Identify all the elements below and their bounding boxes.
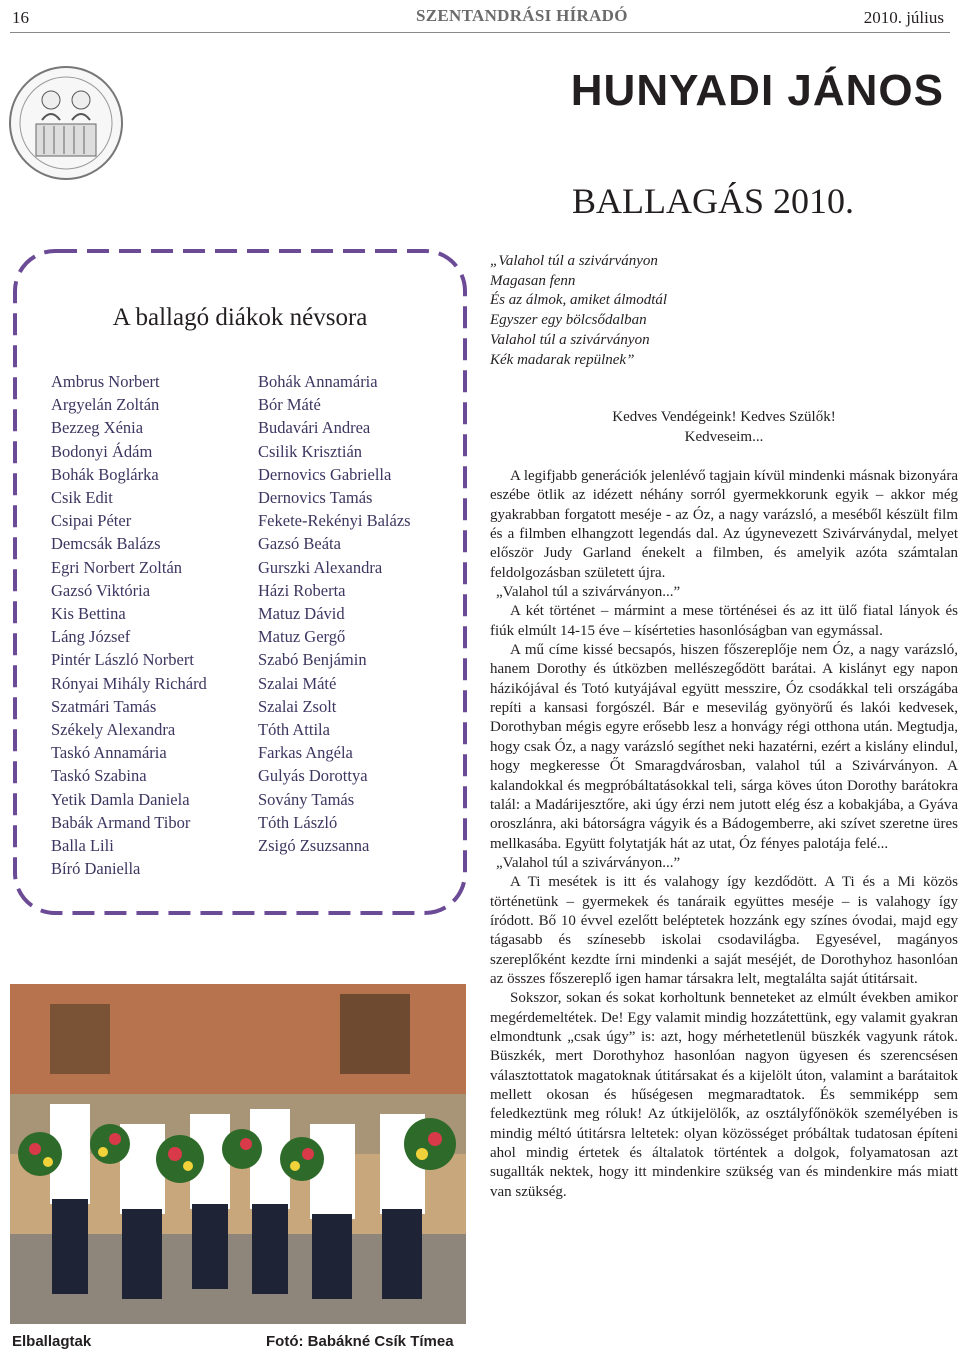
student-name: Demcsák Balázs: [51, 534, 161, 554]
greeting: [490, 408, 958, 447]
issue-date: 2010. július: [863, 8, 944, 27]
headline: HUNYADI JÁNOS: [570, 66, 944, 115]
name-list-title: A ballagó diákok névsora: [112, 304, 368, 331]
poem-line: „Valahol túl a szivárványon: [490, 253, 658, 269]
subheadline: BALLAGÁS 2010.: [572, 181, 855, 221]
student-name: Szalai Máté: [258, 673, 337, 693]
article-paragraph: A két történet – mármint a mese történései és az itt ülő fiatal lányok és fiúk elmúlt 14-15 éve – kísérteties hasonlóságban van egymással.: [490, 603, 958, 639]
photo-credit: Fotó: Babákné Csík Tímea: [266, 1333, 454, 1350]
student-name: Matuz Gergő: [258, 627, 346, 647]
graduation-photo: [10, 984, 466, 1324]
greeting-line: Kedves Vendégeink! Kedves Szülők!: [612, 409, 836, 425]
student-name: Balla Lili: [51, 836, 114, 856]
student-name: Budavári Andrea: [258, 418, 371, 438]
student-name: Dernovics Gabriella: [258, 464, 392, 484]
student-name: Gazsó Beáta: [258, 534, 341, 554]
student-name: Szalai Zsolt: [258, 696, 337, 716]
poem-quote: [490, 252, 667, 370]
article-paragraph: A mű címe kissé becsapós, hiszen főszereplője nem Óz, a nagy varázsló, hanem Dorothy és útközben mellészegődött barátai. A kislányt egy napon házikójával és Totó kutyájával együtt messzire, Óz csodákkal teli országába repíti a kansasi forgószél. Bár e mesevilág gyönyörű és lakói kedvesek, Dorothyban mégis egyre erősebb lesz a honvágy régi otthona után. Megtudja, hogy csak Óz, a nagy varázsló segíthet neki hazatérni, ezért a kislány elindul, hogy megkeresse Őt Smaragdvárosban, valahol túl a Szivárványon. A kalandokkal és megpróbáltatásokkal teli, sárga köves úton Dorothy barátokra talál: a Madárijesztőre, aki úgy érzi nem jutott elég ész a kobakjába, a Gyáva oroszlánra, aki bátorságra vágyik és a Bádogemberre, aki szívet szeretne üres mellkasába. Együtt folytatják hát az utat, Óz fényes palotája felé...: [490, 642, 958, 852]
student-name: Csilik Krisztián: [258, 441, 363, 461]
poem-line: Kék madarak repülnek”: [490, 351, 635, 368]
student-name: Matuz Dávid: [258, 604, 345, 624]
student-name: Gulyás Dorottya: [258, 766, 368, 786]
name-column-2: [258, 370, 411, 857]
header-divider: [10, 32, 950, 33]
student-name: Egri Norbert Zoltán: [51, 557, 183, 577]
student-name: Bohák Boglárka: [51, 464, 159, 484]
student-name: Sovány Tamás: [258, 789, 355, 809]
student-name: Szabó Benjámin: [258, 650, 367, 670]
name-column-1: [51, 370, 207, 880]
student-name: Taskó Szabina: [51, 766, 147, 786]
poem-line: Magasan fenn: [490, 272, 576, 289]
article-paragraph: Sokszor, sokan és sokat korholtunk benneteket az elmúlt években amikor megérdemeltétek. De! Egy valamit mindig hozzátettünk, egy valamit gyakran elmondtunk „csak úgy” is: azt, hogy mérhetetlenül büszkék vagyunk rátok. Büszkék, mert Dorothyhoz hasonlóan nagyon ügyesen és szerencsésen választottatok magatoknak útitársakat és a kijelölt úton, valamint a barátaitok mellett okosan és hűségesen megmaradtatok. És semmiképp sem feledkeztünk meg róluk! Az útkijelölők, az osztályfőnökök személyében is mindig méltó útitársra leltetek: olyan közösséget próbáltak tudatosan építeni ahol mindig értetek és általatok történtek a dolgok, folyamatosan azt sugallták nektek, hogy itt mindenkire szükség van és mindenkire más miatt van szükség.: [490, 990, 958, 1200]
student-name: Taskó Annamária: [51, 743, 167, 763]
article-paragraph: „Valahol túl a szivárványon...”: [496, 854, 681, 871]
student-name: Argyelán Zoltán: [51, 395, 160, 415]
student-name: Zsigó Zsuzsanna: [258, 836, 370, 856]
student-name: Bohák Annamária: [258, 372, 378, 391]
student-name: Csipai Péter: [51, 511, 132, 531]
student-name: Farkas Angéla: [258, 743, 353, 763]
student-name: Bór Máté: [258, 395, 321, 415]
student-name: Pintér László Norbert: [51, 650, 194, 670]
student-name: Ambrus Norbert: [51, 372, 160, 391]
student-name: Bezzeg Xénia: [51, 418, 144, 438]
student-name: Láng József: [51, 627, 131, 647]
student-name: Dernovics Tamás: [258, 488, 373, 508]
student-name: Fekete-Rekényi Balázs: [258, 511, 411, 531]
student-name: Csik Edit: [51, 488, 113, 508]
photo-caption: Elballagtak: [12, 1333, 92, 1350]
student-name: Tóth László: [258, 812, 338, 832]
student-name: Szatmári Tamás: [51, 696, 157, 716]
student-name: Házi Roberta: [258, 580, 346, 600]
article-body: [490, 467, 958, 1202]
student-name: Gurszki Alexandra: [258, 557, 383, 577]
student-name: Székely Alexandra: [51, 720, 176, 740]
school-logo: [6, 64, 126, 182]
student-name: Bodonyi Ádám: [51, 441, 153, 461]
masthead-title: SZENTANDRÁSI HÍRADÓ: [416, 6, 628, 25]
article-paragraph: A legifjabb generációk jelenlévő tagjain kívül mindenki másnak bizonyára eszébe ötlik az idézett néhány sorról gyermekkorunk egyik – akkor még gyakrabban forgatott meséje - az Óz, a nagy varázsló, a meséből készült film és a filmben elhangzott legendás dal. Az úgynevezett Szivárványdal, melyet először Judy Garland énekelt a filmben, és amelyik azóta számtalan feldolgozásban született újra.: [490, 468, 958, 581]
greeting-line: Kedveseim...: [684, 428, 764, 445]
poem-line: Egyszer egy bölcsődalban: [490, 312, 647, 329]
page-number: 16: [12, 8, 29, 27]
student-name: Babák Armand Tibor: [51, 812, 191, 832]
student-name: Tóth Attila: [258, 720, 330, 740]
student-name: Bíró Daniella: [51, 859, 141, 879]
student-name: Rónyai Mihály Richárd: [51, 673, 207, 693]
article-paragraph: A Ti mesétek is itt és valahogy így kezdődött. A Ti és a Mi közös történetünk – gyermekek és tanáraik együttes meséje – is valahogy így íródott. Bő 10 évvel ezelőtt beléptetek hozzánk egy színes óvodai, majd egy tágasabb és színesebb iskolai csodavilágba. Egyesével, magányos szereplőként kezdte írni mindenki a saját meséjét, de Dorothyhoz hasonlóan az összes főszereplő igen hamar társakra lelt, megtalálta saját útitársait.: [490, 874, 958, 987]
poem-line: És az álmok, amiket álmodtál: [490, 292, 668, 309]
student-name: Kis Bettina: [51, 604, 126, 624]
student-name: Yetik Damla Daniela: [51, 789, 190, 809]
article-paragraph: „Valahol túl a szivárványon...”: [496, 584, 681, 601]
student-name: Gazsó Viktória: [51, 580, 151, 600]
poem-line: Valahol túl a szivárványon: [490, 331, 650, 348]
